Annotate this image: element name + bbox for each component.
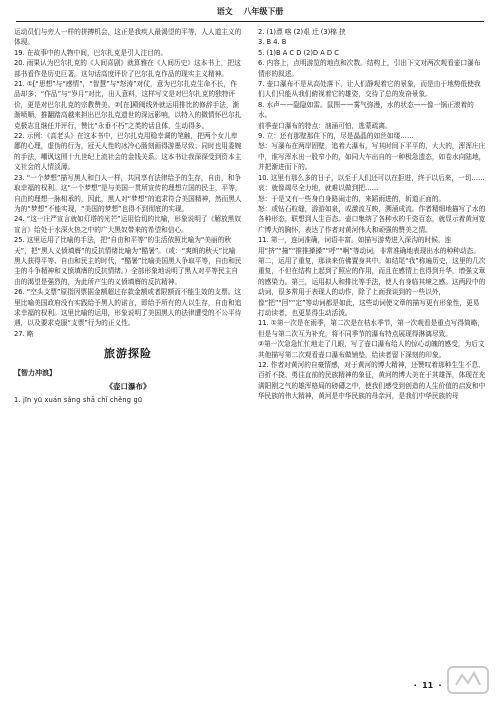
answer-paragraph: 12. 作者对黄河的自豪情感，对于黄河的博大精神，还赞叹着那种生生不息、百折不挠、勇往直前的民族精神的象征，黄河的博大美在于其雄浑，体现在充满阳刚之气的雄浑格局的磅礴之中，使我们感受到创造的人生价值的启发和中华民族的伟大精神，黄河是中华民族的母亲河，是我们中华民族的母: [258, 361, 486, 401]
answer-paragraph: 25. 这里运用了比喻的手法，把“自由和平等”的生活依照比喻为“美丽的秋天”，把“黑人义愤填膺”的反抗情绪比喻为“酷暑”。（或：“爽朗的秋天”比喻黑人获得平等、自由和民主的时代，“酷暑”比喻美国黑人争取平等，自由和民主的斗争精神和义愤填膺的反抗情绪。）全部形象地说明了黑人对平等民主自由的渴望是强烈的，为此所产生的义愤填膺的反抗精神。: [14, 236, 242, 286]
page-header: [0, 6, 500, 22]
pinyin-line: 1. jīn yū xuán sǎng shā chǐ chěng gū: [14, 396, 143, 405]
answer-paragraph: 7. 壶口瀑布不是从高处落下，让人们静观着它的景象，而是由于地势低使我们人们只能从我们俯视着它的雄姿，交待了总的发奋景象。: [258, 80, 481, 99]
answer-paragraph: 21. ①[“思想”与“感情”，“智慧”与“怒涛”对仗，意为巴尔扎克生命不长，作品却多；“作品”与“岁月”对比，出人意料，这样写文是对巴尔扎克的独特评价，更是对巴尔扎克的宗教赞美。②[在]殿阀线外就运用排比的修辞手法，渐渐喷顺，推翻踏高越来担出巴尔扎克遗世的深远影响，以特入的微情怀巴尔扎克极志且继任并评行，赞比“永垂不朽”之类的话且体，生动得多。: [14, 80, 242, 130]
answer-paragraph: 23. “一个梦想”描写黑人和白人一样，共同享有法律给予的生存，自由，和争取幸福的权利。这“一个梦想”是与美国一贯所宣传的理想立国的民主，平等，自由的理想一脉相承的，因此，黑人对“梦想”的追求符合美国精神，然而黑人为的“梦想”不能实现，“美国的梦想”也得不到彻底的实现。: [14, 173, 242, 213]
header-rule: [16, 21, 484, 22]
answer-paragraph: ②第一次急急忙忙地走了几眼，写了壶口瀑布给人的惊心动魄的感受，为后文其他描写第二次观看壶口瀑布做铺垫，给读者留下深刻的印象。: [258, 340, 485, 359]
answer-paragraph: 前季壶口瀑布的特点：汹涌可怕，逃蒙疏离。: [258, 121, 392, 130]
answer-paragraph: 26. “空头支票”原指因票据金额超过存款金额或者限额而不能生效的支票。这里比喻美国政府没有实践给予黑人的诺言，即给予所有的人以生存，自由和追求幸福的权利。这里比喻的运用，形象说明了美国黑人的法律遭受的不公平待遇，以及要求克服“支票”行为的正义性。: [14, 288, 242, 328]
section-title: 旅游探险: [104, 347, 152, 361]
watermark-logo-icon: [446, 663, 490, 697]
answer-paragraph: 5. (1)B A C D (2)D A D C: [258, 48, 339, 57]
answer-paragraph: 11. 第一，连词准确，词语丰富。如描写游势进入深沟的时候，连用“挤”“撞”“推推搡搡”“呼”“啊”等动词，非常准确地表现出水的种种动态。第二，运用了重复，那读来仿佛置身其中。如结尾“我”称遍历史，这里的几次重复，不但在结构上起到了照应的作用，而且在感情上也得到升华，增强文章的感染力。第三，运用拟人和排比等手法，使人有身临其境之感。这两段中的动词，很多常用于表现人的动作，除了上面我谈到的一些以外，像“把”“回”“定”等动词都是如此，这些动词使文章的描写更有形象性，更易打动读者，也更显得生动活泼。: [258, 236, 486, 317]
right-column: [258, 27, 486, 689]
answer-paragraph: 9. 立：还有那壁那住下的，尽是晶晶的如丝如缕……: [258, 132, 414, 141]
answer-paragraph: 6. 内容上，点明游览的地点和次数。结构上，引出下文对两次观看壶口瀑布情形的叙述。: [258, 59, 481, 78]
answer-paragraph: 哀：就像竭尽全力地，就难以做到把……: [258, 184, 379, 193]
answer-paragraph: 怒：或钻石粒缝，游游如泉，或激流互映，溯涌成流。作者精细地描写了水的各种形态，联想到人生百态。壶口集纳了各种水的千姿百态，就显示着黄河宽广博大的胸怀，表达了作者对黄河伟大和顽强的赞美之情。: [258, 204, 486, 234]
answer-paragraph: 怒：于是又有一些身白身路闹走的，来蹈雨进的，斩道正面的。: [258, 194, 446, 203]
answer-paragraph: 22. 示例：《高老头》在这本书中，巴尔扎克用稳幸调的笔触，把两个女儿卑鄙的心理，虚伪的行为，冠天人性的冰冷心肠刻画得游墨尽致；同时也用委婉的手法，嘲讽这围十九世纪上流社会的金钱关系。这本书让我深深受到资本主义社会的人情淡薄。: [14, 132, 242, 172]
answer-paragraph: 27. 略: [14, 329, 34, 338]
answer-paragraph: 运动员们与旁人一样的拼搏机会，这正是我疾人最渴望的平等，人人道主义的体现。: [14, 28, 242, 47]
lesson-title: 《壶口瀑布》: [105, 382, 151, 391]
page-number: ・ 11 ・: [411, 681, 444, 690]
answer-paragraph: 怒：写瀑布在两岸固壁，追着大瀑布，写其时间下平平的，大大的，浑浑庄庄中，谁写浑水出一股窄小的，如同大车出自的一种极急遗态，如卷水向陆地，并把渐进而下的。: [258, 142, 486, 172]
left-column: [14, 27, 242, 689]
answer-paragraph: 24. “这一庄严宣言就如灯塔的光芒”运用恰切的比喻，形象说明了《解放黑奴宣言》给处于水深火热之中的广大黑奴带来的希望和信心。: [14, 215, 241, 234]
answer-paragraph: 2. (1)漂 喀 (2)艰 迁 (3)棉 挟: [258, 28, 346, 36]
subject-label: 语文: [216, 7, 233, 16]
grade-label: 八年级下册: [243, 7, 284, 16]
section-tag: 【智力冲浪】: [14, 368, 56, 377]
answer-paragraph: 10. 这里有那么多的日子，以至于人们还可以在拒进，终于以后来，一切……: [258, 173, 485, 182]
answer-paragraph: 11. ①第一次是在雨季，第二次是在枯水季节，第一次观看是重点写得简略，但是与第二次互为补充，将不同季节的瀑布特点展现得淋漓尽致。: [258, 319, 485, 338]
answer-paragraph: 20. 雨果认为巴尔扎克的《人间喜剧》就算雅在《人间历史》这本书上，把这部书看作是历史巨著。这句话高度评价了巴尔扎克作品的现实主义精神。: [14, 59, 241, 78]
answer-paragraph: 19. 在故事中的人物中间，巴尔扎克是引人注目的。: [14, 48, 168, 57]
answer-paragraph: 3. B 4. B: [258, 38, 287, 47]
answer-paragraph: 8. 水声——隐隐如雷。鼠图——雾气弥漫，水的状态——像一锅正滚着的水。: [258, 100, 474, 120]
